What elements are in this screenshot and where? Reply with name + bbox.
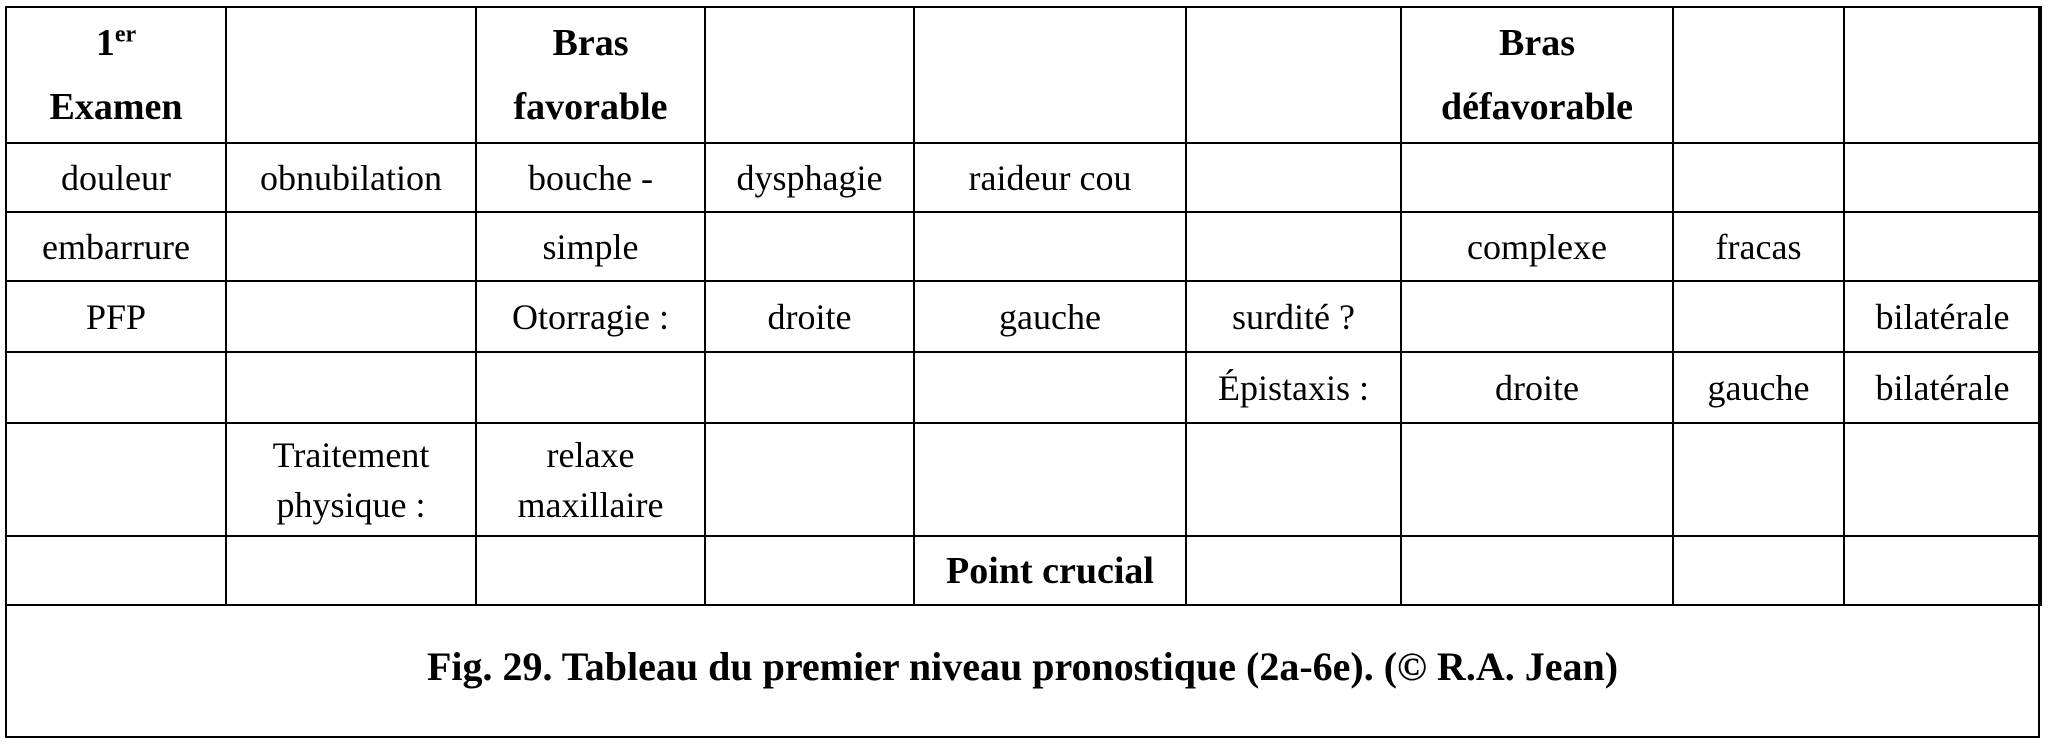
table-row: [6, 212, 2041, 281]
table-cell: [1186, 423, 1401, 536]
table-cell: [1186, 536, 1401, 605]
table-cell: simple: [476, 212, 705, 281]
table-cell: dysphagie: [705, 143, 914, 212]
header-bras-favorable: Bras favorable: [476, 7, 705, 143]
table-cell: [1401, 423, 1673, 536]
header-empty-cell: [1844, 7, 2041, 143]
table-cell: [914, 423, 1186, 536]
table-cell: bouche -: [476, 143, 705, 212]
table-cell: [1401, 143, 1673, 212]
point-crucial-cell: Point crucial: [914, 536, 1186, 605]
table-cell: [226, 281, 476, 352]
table-cell: [476, 352, 705, 423]
header-first-exam: 1er Examen: [6, 7, 226, 143]
treatment-value: relaxe maxillaire: [476, 423, 705, 536]
table-row: [6, 352, 2041, 423]
table-cell: [1401, 536, 1673, 605]
table-cell: Otorragie :: [476, 281, 705, 352]
header-empty-cell: [914, 7, 1186, 143]
table-cell: obnubilation: [226, 143, 476, 212]
table-cell: [1673, 536, 1844, 605]
table-cell: droite: [705, 281, 914, 352]
table-cell: Épistaxis :: [1186, 352, 1401, 423]
table-cell: raideur cou: [914, 143, 1186, 212]
table-row: [6, 281, 2041, 352]
header-empty-cell: [226, 7, 476, 143]
table-cell: [6, 536, 226, 605]
table-cell: [705, 536, 914, 605]
header-empty-cell: [705, 7, 914, 143]
table-cell: bilatérale: [1844, 281, 2041, 352]
header-row: [6, 7, 2041, 143]
table-cell: gauche: [914, 281, 1186, 352]
table-cell: [6, 352, 226, 423]
table-cell: [226, 212, 476, 281]
table-row: [6, 143, 2041, 212]
table-cell: [914, 212, 1186, 281]
table-cell: [1844, 143, 2041, 212]
crucial-row: [6, 536, 2041, 605]
table-cell: [1673, 281, 1844, 352]
table-cell: [705, 352, 914, 423]
table-cell: [1186, 143, 1401, 212]
table-cell: [6, 423, 226, 536]
figure-caption: Fig. 29. Tableau du premier niveau pronostique (2a-6e). (© R.A. Jean): [426, 644, 1619, 689]
table-cell: [1844, 423, 2041, 536]
table-cell: douleur: [6, 143, 226, 212]
table-cell: [226, 352, 476, 423]
table-cell: [1401, 281, 1673, 352]
table-cell: [705, 423, 914, 536]
table-cell: [914, 352, 1186, 423]
table-cell: [1673, 143, 1844, 212]
table-cell: [705, 212, 914, 281]
table-cell: complexe: [1401, 212, 1673, 281]
table-cell: [1673, 423, 1844, 536]
table-cell: bilatérale: [1844, 352, 2041, 423]
table-cell: PFP: [6, 281, 226, 352]
table-cell: embarrure: [6, 212, 226, 281]
header-empty-cell: [1186, 7, 1401, 143]
treatment-row: [6, 423, 2041, 536]
table-cell: surdité ?: [1186, 281, 1401, 352]
header-empty-cell: [1673, 7, 1844, 143]
table-cell: fracas: [1673, 212, 1844, 281]
table-cell: [1186, 212, 1401, 281]
treatment-label: Traitement physique :: [226, 423, 476, 536]
prognostic-table: [5, 6, 2042, 606]
table-cell: gauche: [1673, 352, 1844, 423]
table-cell: [1844, 536, 2041, 605]
table-cell: droite: [1401, 352, 1673, 423]
header-bras-defavorable: Bras défavorable: [1401, 7, 1673, 143]
table-cell: [226, 536, 476, 605]
table-cell: [1844, 212, 2041, 281]
table-cell: [476, 536, 705, 605]
